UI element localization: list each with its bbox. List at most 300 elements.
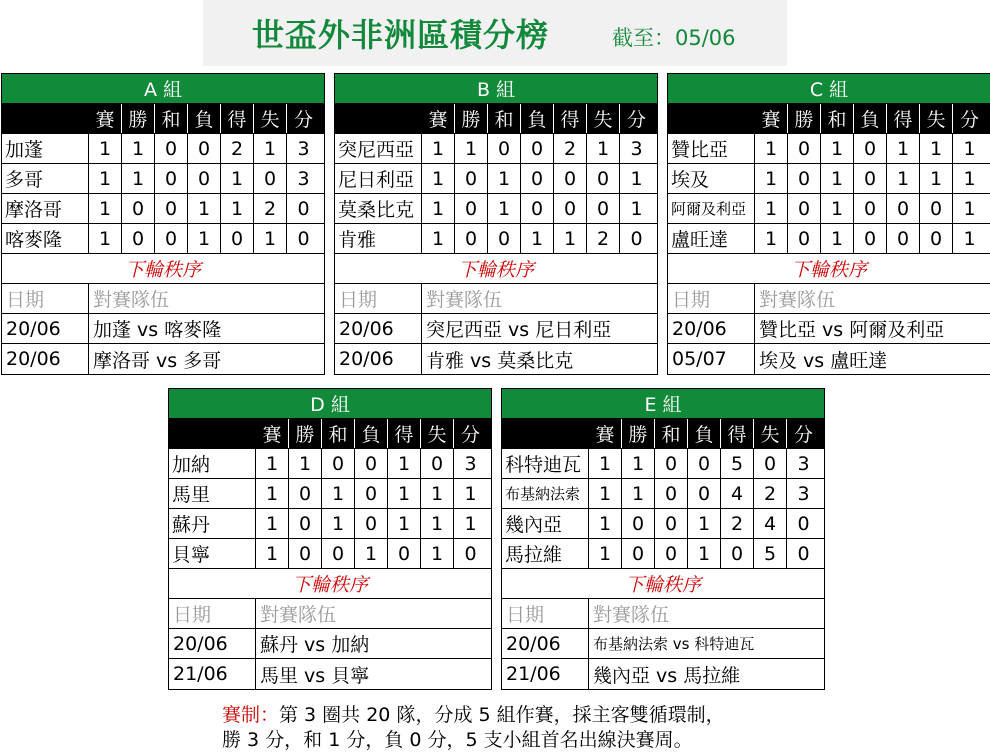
stat-value: 0 (388, 539, 421, 568)
page-title: 世盃外非洲區積分榜 (252, 16, 550, 54)
stat-value: 1 (622, 449, 655, 478)
team-column-header (169, 419, 256, 448)
stat-value: 1 (256, 449, 289, 478)
column-header: 失 (587, 104, 620, 133)
schedule-header-row (169, 599, 491, 629)
stat-value: 0 (655, 509, 688, 538)
stat-value: 1 (963, 227, 976, 250)
stat-value: 0 (788, 134, 821, 163)
column-header: 分 (959, 109, 979, 131)
stat-value: 1 (963, 197, 976, 220)
stat-value: 1 (587, 134, 620, 163)
stat-value: 0 (521, 164, 554, 193)
stat-value: 0 (355, 449, 388, 478)
stat-value: 1 (421, 509, 454, 538)
column-header: 分 (793, 424, 813, 446)
stat-value: 1 (256, 539, 289, 568)
stat-value: 3 (797, 482, 810, 505)
schedule-date-header: 日期 (2, 284, 89, 313)
stat-value: 0 (754, 449, 787, 478)
team-name: 喀麥隆 (2, 224, 89, 253)
stat-value: 1 (821, 194, 854, 223)
schedule-date-header: 日期 (668, 284, 755, 313)
stat-value: 0 (655, 539, 688, 568)
column-header: 和 (155, 104, 188, 133)
schedule-teams-header: 對賽隊伍 (260, 604, 337, 626)
stat-value: 1 (688, 539, 721, 568)
schedule-teams-header: 對賽隊伍 (593, 604, 670, 626)
column-header: 分 (626, 109, 646, 131)
stat-value: 0 (488, 224, 521, 253)
table-row (502, 479, 824, 509)
team-name: 加納 (169, 449, 256, 478)
stat-value: 0 (355, 509, 388, 538)
stat-value: 1 (89, 194, 122, 223)
stat-value: 5 (754, 539, 787, 568)
table-row (2, 194, 324, 224)
match-date: 20/06 (2, 344, 89, 374)
group-table (501, 388, 825, 690)
stat-value: 0 (788, 194, 821, 223)
stat-value: 1 (422, 134, 455, 163)
schedule-title-row (335, 254, 657, 284)
group-header-row (2, 74, 324, 104)
team-name: 尼日利亞 (335, 164, 422, 193)
match-row (2, 344, 324, 374)
team-name: 貝寧 (169, 539, 256, 568)
column-header: 勝 (622, 419, 655, 448)
team-name: 多哥 (2, 164, 89, 193)
match-teams: 埃及 vs 盧旺達 (759, 349, 888, 372)
stat-value: 2 (754, 479, 787, 508)
table-row (502, 509, 824, 539)
stat-value: 1 (755, 194, 788, 223)
column-header-row (2, 104, 324, 134)
stat-value: 0 (122, 224, 155, 253)
schedule-title: 下輪秩序 (291, 574, 368, 596)
column-header-row (335, 104, 657, 134)
column-header: 勝 (122, 104, 155, 133)
match-date: 20/06 (668, 314, 755, 343)
stat-value: 0 (155, 134, 188, 163)
team-name: 突尼西亞 (335, 134, 422, 163)
stat-value: 1 (188, 194, 221, 223)
stat-value: 0 (920, 194, 953, 223)
stat-value: 0 (155, 194, 188, 223)
stat-value: 0 (655, 479, 688, 508)
stat-value: 2 (254, 194, 287, 223)
stat-value: 1 (589, 539, 622, 568)
match-row (169, 659, 491, 689)
stat-value: 1 (322, 479, 355, 508)
stat-value: 0 (455, 164, 488, 193)
stat-value: 0 (854, 164, 887, 193)
stat-value: 1 (322, 509, 355, 538)
match-row (668, 344, 990, 374)
stat-value: 1 (188, 224, 221, 253)
team-name: 科特迪瓦 (502, 449, 589, 478)
stat-value: 1 (821, 224, 854, 253)
stat-value: 0 (587, 194, 620, 223)
schedule-date-header: 日期 (169, 599, 256, 628)
stat-value: 1 (221, 194, 254, 223)
stat-value: 1 (122, 164, 155, 193)
stat-value: 0 (421, 449, 454, 478)
table-row (2, 164, 324, 194)
stat-value: 1 (821, 164, 854, 193)
group-header-row (502, 389, 824, 419)
stat-value: 0 (688, 449, 721, 478)
stat-value: 0 (655, 449, 688, 478)
stat-value: 0 (854, 194, 887, 223)
table-row (502, 449, 824, 479)
column-header-row (668, 104, 990, 134)
schedule-title: 下輪秩序 (124, 259, 201, 281)
group-table (168, 388, 492, 690)
table-row (668, 164, 990, 194)
table-row (2, 134, 324, 164)
table-row (169, 479, 491, 509)
stat-value: 1 (254, 134, 287, 163)
column-header: 負 (854, 104, 887, 133)
stat-value: 0 (122, 194, 155, 223)
schedule-title: 下輪秩序 (790, 259, 867, 281)
stat-value: 0 (289, 479, 322, 508)
schedule-title-row (169, 569, 491, 599)
group-header-row (335, 74, 657, 104)
column-header: 失 (754, 419, 787, 448)
table-row (668, 194, 990, 224)
table-row (2, 224, 324, 254)
stat-value: 0 (322, 449, 355, 478)
stat-value: 0 (188, 134, 221, 163)
stat-value: 0 (797, 512, 810, 535)
stat-value: 1 (256, 479, 289, 508)
stat-value: 0 (788, 224, 821, 253)
stat-value: 1 (421, 539, 454, 568)
stat-value: 0 (854, 224, 887, 253)
team-name: 馬里 (169, 479, 256, 508)
column-header: 勝 (455, 104, 488, 133)
schedule-header-row (668, 284, 990, 314)
stat-value: 0 (254, 164, 287, 193)
stat-value: 1 (89, 224, 122, 253)
stat-value: 1 (355, 539, 388, 568)
stat-value: 0 (554, 164, 587, 193)
group-name: D 組 (169, 389, 491, 418)
stat-value: 1 (554, 224, 587, 253)
table-row (169, 539, 491, 569)
stat-value: 0 (297, 227, 310, 250)
stat-value: 0 (887, 194, 920, 223)
stat-value: 0 (155, 164, 188, 193)
stat-value: 0 (521, 134, 554, 163)
team-name: 馬拉維 (502, 539, 589, 568)
stat-value: 0 (455, 194, 488, 223)
column-header: 和 (488, 104, 521, 133)
stat-value: 0 (488, 134, 521, 163)
match-row (335, 344, 657, 374)
as-of-date: 截至：05/06 (612, 26, 736, 50)
stat-value: 1 (488, 164, 521, 193)
stat-value: 1 (221, 164, 254, 193)
stat-value: 0 (221, 224, 254, 253)
stat-value: 4 (721, 479, 754, 508)
stat-value: 0 (455, 224, 488, 253)
stat-value: 0 (630, 227, 643, 250)
column-header: 得 (887, 104, 920, 133)
schedule-header-row (2, 284, 324, 314)
column-header: 和 (821, 104, 854, 133)
stat-value: 1 (963, 167, 976, 190)
schedule-title-row (2, 254, 324, 284)
match-date: 21/06 (169, 659, 256, 689)
column-header: 得 (554, 104, 587, 133)
match-date: 05/07 (668, 344, 755, 374)
stat-value: 1 (388, 509, 421, 538)
stat-value: 1 (622, 479, 655, 508)
match-teams: 加蓬 vs 喀麥隆 (93, 319, 222, 341)
team-name: 摩洛哥 (2, 194, 89, 223)
schedule-date-header: 日期 (335, 284, 422, 313)
team-name: 莫桑比克 (335, 194, 422, 223)
team-name: 蘇丹 (169, 509, 256, 538)
stat-value: 1 (422, 164, 455, 193)
format-note-line1: 第 3 圈共 20 隊，分成 5 組作賽，採主客雙循環制， (279, 704, 725, 726)
stat-value: 0 (788, 164, 821, 193)
stat-value: 1 (755, 224, 788, 253)
column-header: 分 (293, 109, 313, 131)
match-row (169, 629, 491, 659)
stat-value: 1 (89, 134, 122, 163)
match-row (335, 314, 657, 344)
stat-value: 1 (963, 137, 976, 160)
stat-value: 1 (388, 449, 421, 478)
stat-value: 0 (521, 194, 554, 223)
group-name: E 組 (502, 389, 824, 418)
column-header: 賽 (89, 104, 122, 133)
stat-value: 1 (422, 194, 455, 223)
table-row (668, 224, 990, 254)
column-header: 失 (254, 104, 287, 133)
stat-value: 1 (89, 164, 122, 193)
table-row (335, 164, 657, 194)
stat-value: 0 (289, 539, 322, 568)
team-name: 布基納法索 (502, 479, 589, 508)
table-row (169, 509, 491, 539)
match-teams: 馬里 vs 貝寧 (260, 664, 370, 687)
team-name: 阿爾及利亞 (668, 194, 755, 223)
stat-value: 1 (821, 134, 854, 163)
stat-value: 1 (421, 479, 454, 508)
column-header: 負 (355, 419, 388, 448)
team-name: 贊比亞 (668, 134, 755, 163)
stat-value: 0 (721, 539, 754, 568)
stat-value: 0 (355, 479, 388, 508)
group-header-row (668, 74, 990, 104)
stat-value: 0 (289, 509, 322, 538)
stat-value: 0 (920, 224, 953, 253)
stat-value: 3 (630, 137, 643, 160)
stat-value: 0 (622, 509, 655, 538)
column-header: 賽 (755, 104, 788, 133)
stat-value: 1 (630, 197, 643, 220)
column-header-row (502, 419, 824, 449)
column-header: 失 (920, 104, 953, 133)
match-row (668, 314, 990, 344)
stat-value: 0 (887, 224, 920, 253)
stat-value: 1 (755, 164, 788, 193)
group-table (334, 73, 658, 375)
group-table (667, 73, 990, 375)
column-header: 負 (688, 419, 721, 448)
stat-value: 3 (297, 137, 310, 160)
match-date: 20/06 (335, 344, 422, 374)
match-row (2, 314, 324, 344)
stat-value: 2 (721, 509, 754, 538)
column-header: 分 (460, 424, 480, 446)
stat-value: 1 (920, 164, 953, 193)
table-row (335, 194, 657, 224)
group-table (1, 73, 325, 375)
stat-value: 1 (122, 134, 155, 163)
table-row (169, 449, 491, 479)
schedule-header-row (502, 599, 824, 629)
stat-value: 4 (754, 509, 787, 538)
match-row (502, 629, 824, 659)
stat-value: 1 (464, 482, 477, 505)
match-date: 21/06 (502, 659, 589, 689)
stat-value: 1 (688, 509, 721, 538)
group-name: B 組 (335, 74, 657, 103)
schedule-header-row (335, 284, 657, 314)
column-header: 勝 (289, 419, 322, 448)
stat-value: 3 (297, 167, 310, 190)
stat-value: 3 (464, 452, 477, 475)
stat-value: 2 (554, 134, 587, 163)
column-header: 負 (521, 104, 554, 133)
stat-value: 2 (587, 224, 620, 253)
team-column-header (335, 104, 422, 133)
stat-value: 1 (455, 134, 488, 163)
stat-value: 1 (289, 449, 322, 478)
stat-value: 1 (589, 509, 622, 538)
column-header: 賽 (422, 104, 455, 133)
stat-value: 3 (797, 452, 810, 475)
match-teams: 幾內亞 vs 馬拉維 (593, 664, 741, 687)
stat-value: 1 (422, 224, 455, 253)
stat-value: 0 (322, 539, 355, 568)
group-name: C 組 (668, 74, 990, 103)
column-header: 賽 (256, 419, 289, 448)
stat-value: 1 (488, 194, 521, 223)
column-header: 和 (655, 419, 688, 448)
column-header: 得 (388, 419, 421, 448)
match-date: 20/06 (335, 314, 422, 343)
group-header-row (169, 389, 491, 419)
team-column-header (2, 104, 89, 133)
format-note-label: 賽制： (222, 704, 280, 726)
group-name: A 組 (2, 74, 324, 103)
stat-value: 1 (589, 449, 622, 478)
stat-value: 1 (589, 479, 622, 508)
column-header: 和 (322, 419, 355, 448)
stat-value: 0 (622, 539, 655, 568)
stat-value: 0 (188, 164, 221, 193)
column-header: 賽 (589, 419, 622, 448)
match-row (502, 659, 824, 689)
column-header: 負 (188, 104, 221, 133)
stat-value: 0 (854, 134, 887, 163)
stat-value: 0 (587, 164, 620, 193)
schedule-title: 下輪秩序 (624, 574, 701, 596)
schedule-title: 下輪秩序 (457, 259, 534, 281)
schedule-teams-header: 對賽隊伍 (93, 289, 170, 311)
table-row (335, 134, 657, 164)
schedule-date-header: 日期 (502, 599, 589, 628)
schedule-teams-header: 對賽隊伍 (426, 289, 503, 311)
stat-value: 1 (254, 224, 287, 253)
stat-value: 2 (221, 134, 254, 163)
team-name: 幾內亞 (502, 509, 589, 538)
column-header: 勝 (788, 104, 821, 133)
stat-value: 1 (887, 164, 920, 193)
stat-value: 5 (721, 449, 754, 478)
stat-value: 1 (887, 134, 920, 163)
match-teams: 蘇丹 vs 加納 (260, 634, 370, 656)
team-name: 埃及 (668, 164, 755, 193)
match-date: 20/06 (2, 314, 89, 343)
match-teams: 突尼西亞 vs 尼日利亞 (426, 319, 612, 341)
team-name: 肯雅 (335, 224, 422, 253)
match-teams: 肯雅 vs 莫桑比克 (426, 349, 574, 372)
schedule-title-row (502, 569, 824, 599)
stat-value: 0 (464, 542, 477, 565)
stat-value: 0 (297, 197, 310, 220)
format-note-line2: 勝 3 分，和 1 分，負 0 分，5 支小組首名出線決賽周。 (222, 729, 693, 751)
stat-value: 0 (155, 224, 188, 253)
table-row (668, 134, 990, 164)
match-date: 20/06 (502, 629, 589, 658)
team-column-header (502, 419, 589, 448)
format-note (222, 703, 725, 753)
schedule-teams-header: 對賽隊伍 (759, 289, 836, 311)
table-row (335, 224, 657, 254)
stat-value: 0 (554, 194, 587, 223)
schedule-title-row (668, 254, 990, 284)
stat-value: 1 (920, 134, 953, 163)
column-header-row (169, 419, 491, 449)
team-name: 盧旺達 (668, 224, 755, 253)
stat-value: 1 (630, 167, 643, 190)
stat-value: 1 (464, 512, 477, 535)
stat-value: 1 (256, 509, 289, 538)
column-header: 失 (421, 419, 454, 448)
stat-value: 0 (797, 542, 810, 565)
column-header: 得 (721, 419, 754, 448)
stat-value: 1 (755, 134, 788, 163)
stat-value: 1 (521, 224, 554, 253)
match-teams: 布基納法索 vs 科特迪瓦 (593, 635, 755, 653)
table-row (502, 539, 824, 569)
team-column-header (668, 104, 755, 133)
stat-value: 0 (688, 479, 721, 508)
match-teams: 摩洛哥 vs 多哥 (93, 349, 222, 372)
column-header: 得 (221, 104, 254, 133)
stat-value: 1 (388, 479, 421, 508)
match-teams: 贊比亞 vs 阿爾及利亞 (759, 319, 945, 341)
team-name: 加蓬 (2, 134, 89, 163)
